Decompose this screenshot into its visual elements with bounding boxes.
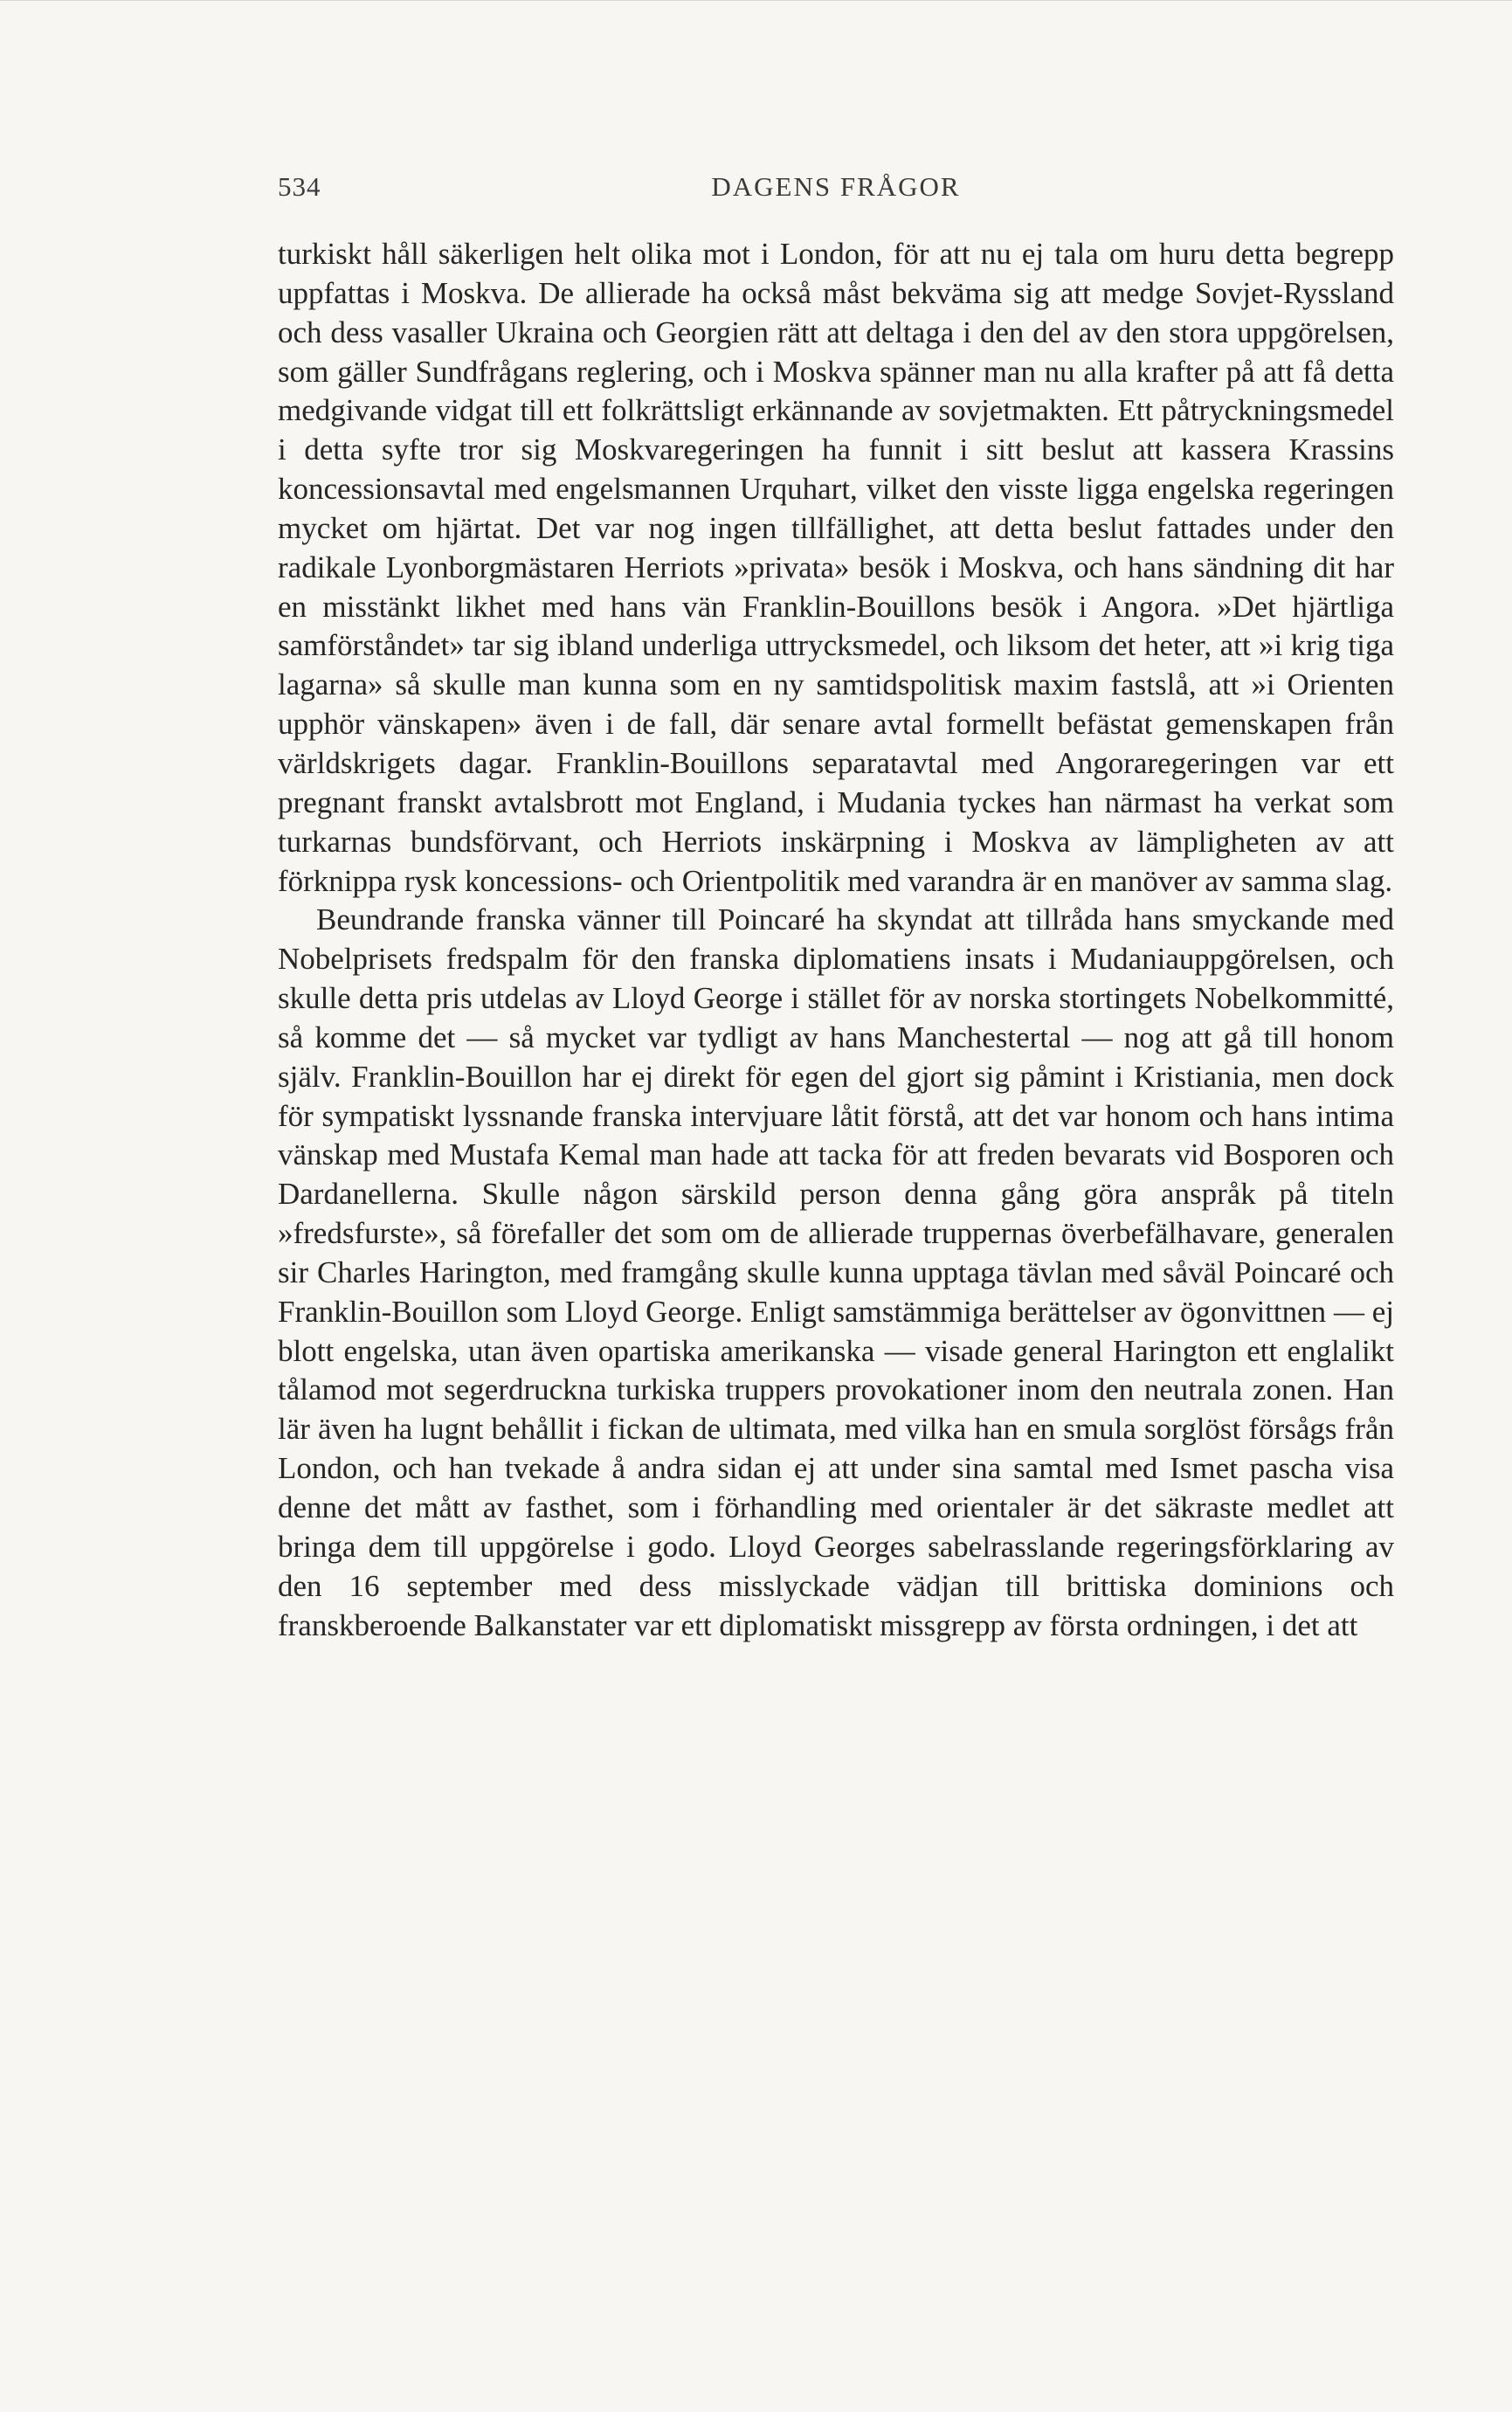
section-title: DAGENS FRÅGOR — [711, 171, 961, 202]
paragraph-1: turkiskt håll säkerligen helt olika mot i London, för att nu ej tala om huru detta begrepp uppfattas i Moskva. De allierade ha också måst bekväma sig att medge Sovjet-Ryssland och dess vasaller Ukraina och Georgien rätt att deltaga i den del av den stora uppgörelsen, som gäller Sundfrågans reglering, och i Moskva spänner man nu alla krafter på att få detta medgivande vidgat till ett folkrättsligt erkännande av sovjetmakten. Ett påtryckningsmedel i detta syfte tror sig Moskvaregeringen ha funnit i sitt beslut att kassera Krassins koncessionsavtal med engelsmannen Urquhart, vilket den visste ligga engelska regeringen mycket om hjärtat. Det var nog ingen tillfällighet, att detta beslut fattades under den radikale Lyonborgmästaren Herriots »privata» besök i Moskva, och hans sändning dit har en misstänkt likhet med hans vän Franklin-Bouillons besök i Angora. »Det hjärtliga samförståndet» tar sig ibland underliga uttrycksmedel, och liksom det heter, att »i krig tiga lagarna» så skulle man kunna som en ny samtidspolitisk maxim fastslå, att »i Orienten upphör vänskapen» även i de fall, där senare avtal formellt befästat gemenskapen från världskrigets dagar. Franklin-Bouillons separatavtal med Angoraregeringen var ett pregnant franskt avtalsbrott mot England, i Mudania tyckes han närmast ha verkat som turkarnas bundsförvant, och Herriots inskärpning i Moskva av lämpligheten av att förknippa rysk koncessions- och Orientpolitik med varandra är en manöver av samma slag. — [278, 237, 1394, 898]
running-head — [278, 171, 1394, 210]
body-text — [278, 235, 1394, 1645]
paragraph-2: Beundrande franska vänner till Poincaré ha skyndat att tillråda hans smyckande med Nobelprisets fredspalm för den franska diplomatiens insats i Mudaniauppgörelsen, och skulle detta pris utdelas av Lloyd George i stället för av norska stortingets Nobelkommitté, så komme det — så mycket var tydligt av hans Manchestertal — nog att gå till honom själv. Franklin-Bouillon har ej direkt för egen del gjort sig påmint i Kristiania, men dock för sympatiskt lyssnande franska intervjuare låtit förstå, att det var honom och hans intima vänskap med Mustafa Kemal man hade att tacka för att freden bevarats vid Bosporen och Dardanellerna. Skulle någon särskild person denna gång göra anspråk på titeln »fredsfurste», så förefaller det som om de allierade truppernas överbefälhavare, generalen sir Charles Harington, med framgång skulle kunna upptaga tävlan med såväl Poincaré och Franklin-Bouillon som Lloyd George. Enligt samstämmiga berättelser av ögonvittnen — ej blott engelska, utan även opartiska amerikanska — visade general Harington ett englalikt tålamod mot segerdruckna turkiska truppers provokationer inom den neutrala zonen. Han lär även ha lugnt behållit i fickan de ultimata, med vilka han en smula sorglöst försågs från London, och han tvekade å andra sidan ej att under sina samtal med Ismet pascha visa denne det mått av fasthet, som i förhandling med orientaler är det säkraste medlet att bringa dem till uppgörelse i godo. Lloyd Georges sabelrasslande regeringsförklaring av den 16 september med dess misslyckade vädjan till brittiska dominions och franskberoende Balkanstater var ett diplomatiskt missgrepp av första ordningen, i det att — [278, 902, 1394, 1642]
page-number: 534 — [278, 171, 321, 202]
